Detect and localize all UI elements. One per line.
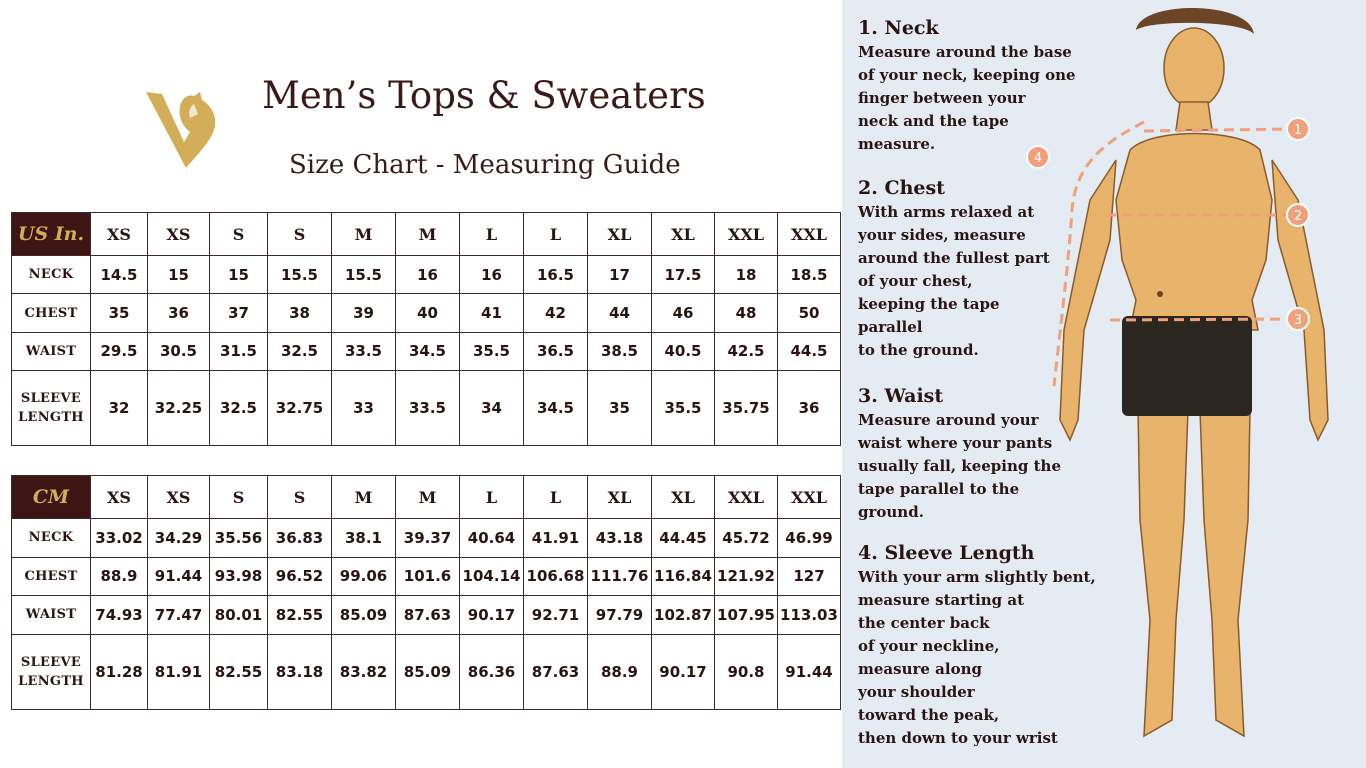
size-header: S: [210, 476, 268, 519]
table-cell: 34.29: [148, 519, 210, 558]
table-header-row: [12, 213, 841, 256]
guide-line: keeping the tape: [858, 295, 1000, 313]
table-cell: 102.87: [652, 596, 715, 635]
size-header: L: [460, 213, 524, 256]
guide-line: usually fall, keeping the: [858, 457, 1061, 475]
table-cell: 40: [396, 294, 460, 332]
size-header: XL: [652, 213, 715, 256]
table-cell: 91.44: [778, 634, 841, 709]
table-cell: 101.6: [396, 557, 460, 596]
guide-heading: 4. Sleeve Length: [858, 542, 1035, 564]
size-header: L: [460, 476, 524, 519]
table-cell: 77.47: [148, 596, 210, 635]
table-cell: 35.75: [715, 371, 778, 446]
size-header: S: [268, 476, 332, 519]
table-cell: 127: [778, 557, 841, 596]
row-label-sleeve-length: [12, 371, 91, 446]
table-cell: 33.02: [91, 519, 148, 558]
table-cell: 16.5: [524, 256, 588, 294]
size-header: S: [210, 213, 268, 256]
table-cell: 33.5: [332, 332, 396, 370]
guide-line: to the ground.: [858, 341, 979, 359]
guide-line: your sides, measure: [858, 226, 1026, 244]
guide-neck: [858, 16, 1108, 156]
table-cell: 88.9: [588, 634, 652, 709]
table-cell: 15.5: [268, 256, 332, 294]
row-label-waist: WAIST: [12, 596, 91, 635]
table-cell: 80.01: [210, 596, 268, 635]
table-cell: 36.83: [268, 519, 332, 558]
cm-size-table: [11, 475, 841, 710]
us-inches-size-table: [11, 212, 841, 446]
guide-waist: [858, 384, 1108, 524]
table-cell: 32.75: [268, 371, 332, 446]
size-header: M: [332, 213, 396, 256]
row-label-neck: NECK: [12, 256, 91, 294]
guide-heading: 2. Chest: [858, 177, 945, 199]
row-label-waist: WAIST: [12, 332, 91, 370]
table-cell: 40.5: [652, 332, 715, 370]
table-cell: 44: [588, 294, 652, 332]
table-cell: 14.5: [91, 256, 148, 294]
table-cell: 42.5: [715, 332, 778, 370]
table-cell: 111.76: [588, 557, 652, 596]
guide-line: With your arm slightly bent,: [858, 568, 1096, 586]
guide-sleeve-length: [858, 541, 1108, 750]
table-cell: 92.71: [524, 596, 588, 635]
size-header: L: [524, 213, 588, 256]
size-header: M: [332, 476, 396, 519]
guide-line: your shoulder: [858, 683, 975, 701]
table-cell: 36: [778, 371, 841, 446]
table-cell: 50: [778, 294, 841, 332]
table-row-neck: [12, 519, 841, 558]
guide-line: With arms relaxed at: [858, 203, 1035, 221]
row-label-line: LENGTH: [18, 410, 84, 426]
table-cell: 91.44: [148, 557, 210, 596]
marker-label: 1: [1293, 123, 1303, 138]
table-cell: 40.64: [460, 519, 524, 558]
table-cell: 46: [652, 294, 715, 332]
guide-line: parallel: [858, 318, 923, 336]
table-cell: 85.09: [332, 596, 396, 635]
guide-heading: 1. Neck: [858, 17, 939, 39]
table-row-waist: [12, 596, 841, 635]
size-header: XXL: [715, 213, 778, 256]
unit-label-us: US In.: [12, 213, 91, 256]
guide-line: Measure around your: [858, 411, 1039, 429]
table-cell: 31.5: [210, 332, 268, 370]
table-cell: 35: [588, 371, 652, 446]
table-cell: 42: [524, 294, 588, 332]
size-header: M: [396, 476, 460, 519]
table-cell: 41.91: [524, 519, 588, 558]
guide-line: measure starting at: [858, 591, 1025, 609]
table-cell: 17.5: [652, 256, 715, 294]
table-cell: 18: [715, 256, 778, 294]
guide-line: then down to your wrist: [858, 729, 1058, 747]
table-cell: 39.37: [396, 519, 460, 558]
guide-line: around the fullest part: [858, 249, 1050, 267]
table-cell: 41: [460, 294, 524, 332]
table-cell: 16: [460, 256, 524, 294]
table-cell: 113.03: [778, 596, 841, 635]
size-header: XL: [652, 476, 715, 519]
row-label-line: LENGTH: [18, 673, 84, 689]
row-label-chest: CHEST: [12, 557, 91, 596]
table-cell: 38.1: [332, 519, 396, 558]
guide-line: waist where your pants: [858, 434, 1053, 452]
size-header: XS: [148, 213, 210, 256]
marker-label: 2: [1293, 209, 1303, 224]
row-label-line: SLEEVE: [20, 391, 82, 407]
table-cell: 37: [210, 294, 268, 332]
unit-label-cm: CM: [12, 476, 91, 519]
table-cell: 90.17: [652, 634, 715, 709]
table-row-sleeve-length: [12, 371, 841, 446]
table-cell: 87.63: [396, 596, 460, 635]
table-cell: 36.5: [524, 332, 588, 370]
row-label-line: SLEEVE: [20, 654, 82, 670]
table-cell: 93.98: [210, 557, 268, 596]
table-cell: 85.09: [396, 634, 460, 709]
guide-chest: [858, 176, 1108, 362]
table-cell: 39: [332, 294, 396, 332]
table-cell: 18.5: [778, 256, 841, 294]
guide-line: the center back: [858, 614, 990, 632]
marker-label: 3: [1293, 313, 1303, 328]
table-cell: 106.68: [524, 557, 588, 596]
table-cell: 87.63: [524, 634, 588, 709]
guide-line: measure along: [858, 660, 982, 678]
table-cell: 38: [268, 294, 332, 332]
table-cell: 81.28: [91, 634, 148, 709]
size-header: M: [396, 213, 460, 256]
table-cell: 90.17: [460, 596, 524, 635]
table-cell: 35.5: [652, 371, 715, 446]
size-header: XXL: [715, 476, 778, 519]
table-row-chest: [12, 294, 841, 332]
guide-line: of your neck, keeping one: [858, 66, 1076, 84]
row-label-chest: CHEST: [12, 294, 91, 332]
table-cell: 88.9: [91, 557, 148, 596]
size-header: XS: [91, 476, 148, 519]
guide-line: toward the peak,: [858, 706, 1000, 724]
guide-line: neck and the tape: [858, 112, 1009, 130]
table-row-sleeve-length: [12, 634, 841, 709]
table-cell: 97.79: [588, 596, 652, 635]
table-cell: 107.95: [715, 596, 778, 635]
table-cell: 33.5: [396, 371, 460, 446]
measure-marker-3-icon: [1287, 308, 1309, 330]
table-cell: 99.06: [332, 557, 396, 596]
table-row-chest: [12, 557, 841, 596]
table-cell: 34: [460, 371, 524, 446]
brand-logo-icon: [142, 84, 228, 170]
table-row-neck: [12, 256, 841, 294]
table-cell: 83.18: [268, 634, 332, 709]
page-title: Men’s Tops & Sweaters: [262, 74, 706, 117]
table-cell: 34.5: [396, 332, 460, 370]
table-cell: 33: [332, 371, 396, 446]
size-header: S: [268, 213, 332, 256]
table-cell: 17: [588, 256, 652, 294]
row-label-sleeve-length: [12, 634, 91, 709]
table-cell: 44.45: [652, 519, 715, 558]
table-cell: 15: [148, 256, 210, 294]
table-cell: 30.5: [148, 332, 210, 370]
guide-line: tape parallel to the: [858, 480, 1020, 498]
table-cell: 15.5: [332, 256, 396, 294]
table-cell: 104.14: [460, 557, 524, 596]
table-cell: 74.93: [91, 596, 148, 635]
table-cell: 86.36: [460, 634, 524, 709]
table-cell: 32.25: [148, 371, 210, 446]
measure-marker-1-icon: [1287, 118, 1309, 140]
page-subtitle: Size Chart - Measuring Guide: [289, 150, 681, 180]
size-header: XL: [588, 476, 652, 519]
table-cell: 116.84: [652, 557, 715, 596]
marker-label: 4: [1033, 151, 1043, 166]
guide-heading: 3. Waist: [858, 385, 944, 407]
table-cell: 121.92: [715, 557, 778, 596]
table-header-row: [12, 476, 841, 519]
table-cell: 45.72: [715, 519, 778, 558]
size-header: XS: [148, 476, 210, 519]
table-cell: 32.5: [210, 371, 268, 446]
guide-line: of your neckline,: [858, 637, 1000, 655]
table-cell: 96.52: [268, 557, 332, 596]
table-cell: 36: [148, 294, 210, 332]
table-cell: 81.91: [148, 634, 210, 709]
table-cell: 29.5: [91, 332, 148, 370]
guide-line: Measure around the base: [858, 43, 1072, 61]
guide-line: of your chest,: [858, 272, 973, 290]
table-cell: 38.5: [588, 332, 652, 370]
table-cell: 32.5: [268, 332, 332, 370]
table-cell: 82.55: [210, 634, 268, 709]
row-label-neck: NECK: [12, 519, 91, 558]
guide-line: measure.: [858, 135, 936, 153]
guide-line: ground.: [858, 503, 924, 521]
table-cell: 48: [715, 294, 778, 332]
measure-marker-2-icon: [1287, 204, 1309, 226]
size-header: XL: [588, 213, 652, 256]
guide-line: finger between your: [858, 89, 1026, 107]
table-cell: 46.99: [778, 519, 841, 558]
table-cell: 16: [396, 256, 460, 294]
size-header: XXL: [778, 476, 841, 519]
table-cell: 83.82: [332, 634, 396, 709]
table-row-waist: [12, 332, 841, 370]
table-cell: 15: [210, 256, 268, 294]
size-header: XS: [91, 213, 148, 256]
table-cell: 32: [91, 371, 148, 446]
table-cell: 90.8: [715, 634, 778, 709]
size-header: XXL: [778, 213, 841, 256]
table-cell: 35.56: [210, 519, 268, 558]
table-cell: 43.18: [588, 519, 652, 558]
table-cell: 44.5: [778, 332, 841, 370]
table-cell: 35: [91, 294, 148, 332]
table-cell: 82.55: [268, 596, 332, 635]
table-cell: 35.5: [460, 332, 524, 370]
size-header: L: [524, 476, 588, 519]
table-cell: 34.5: [524, 371, 588, 446]
